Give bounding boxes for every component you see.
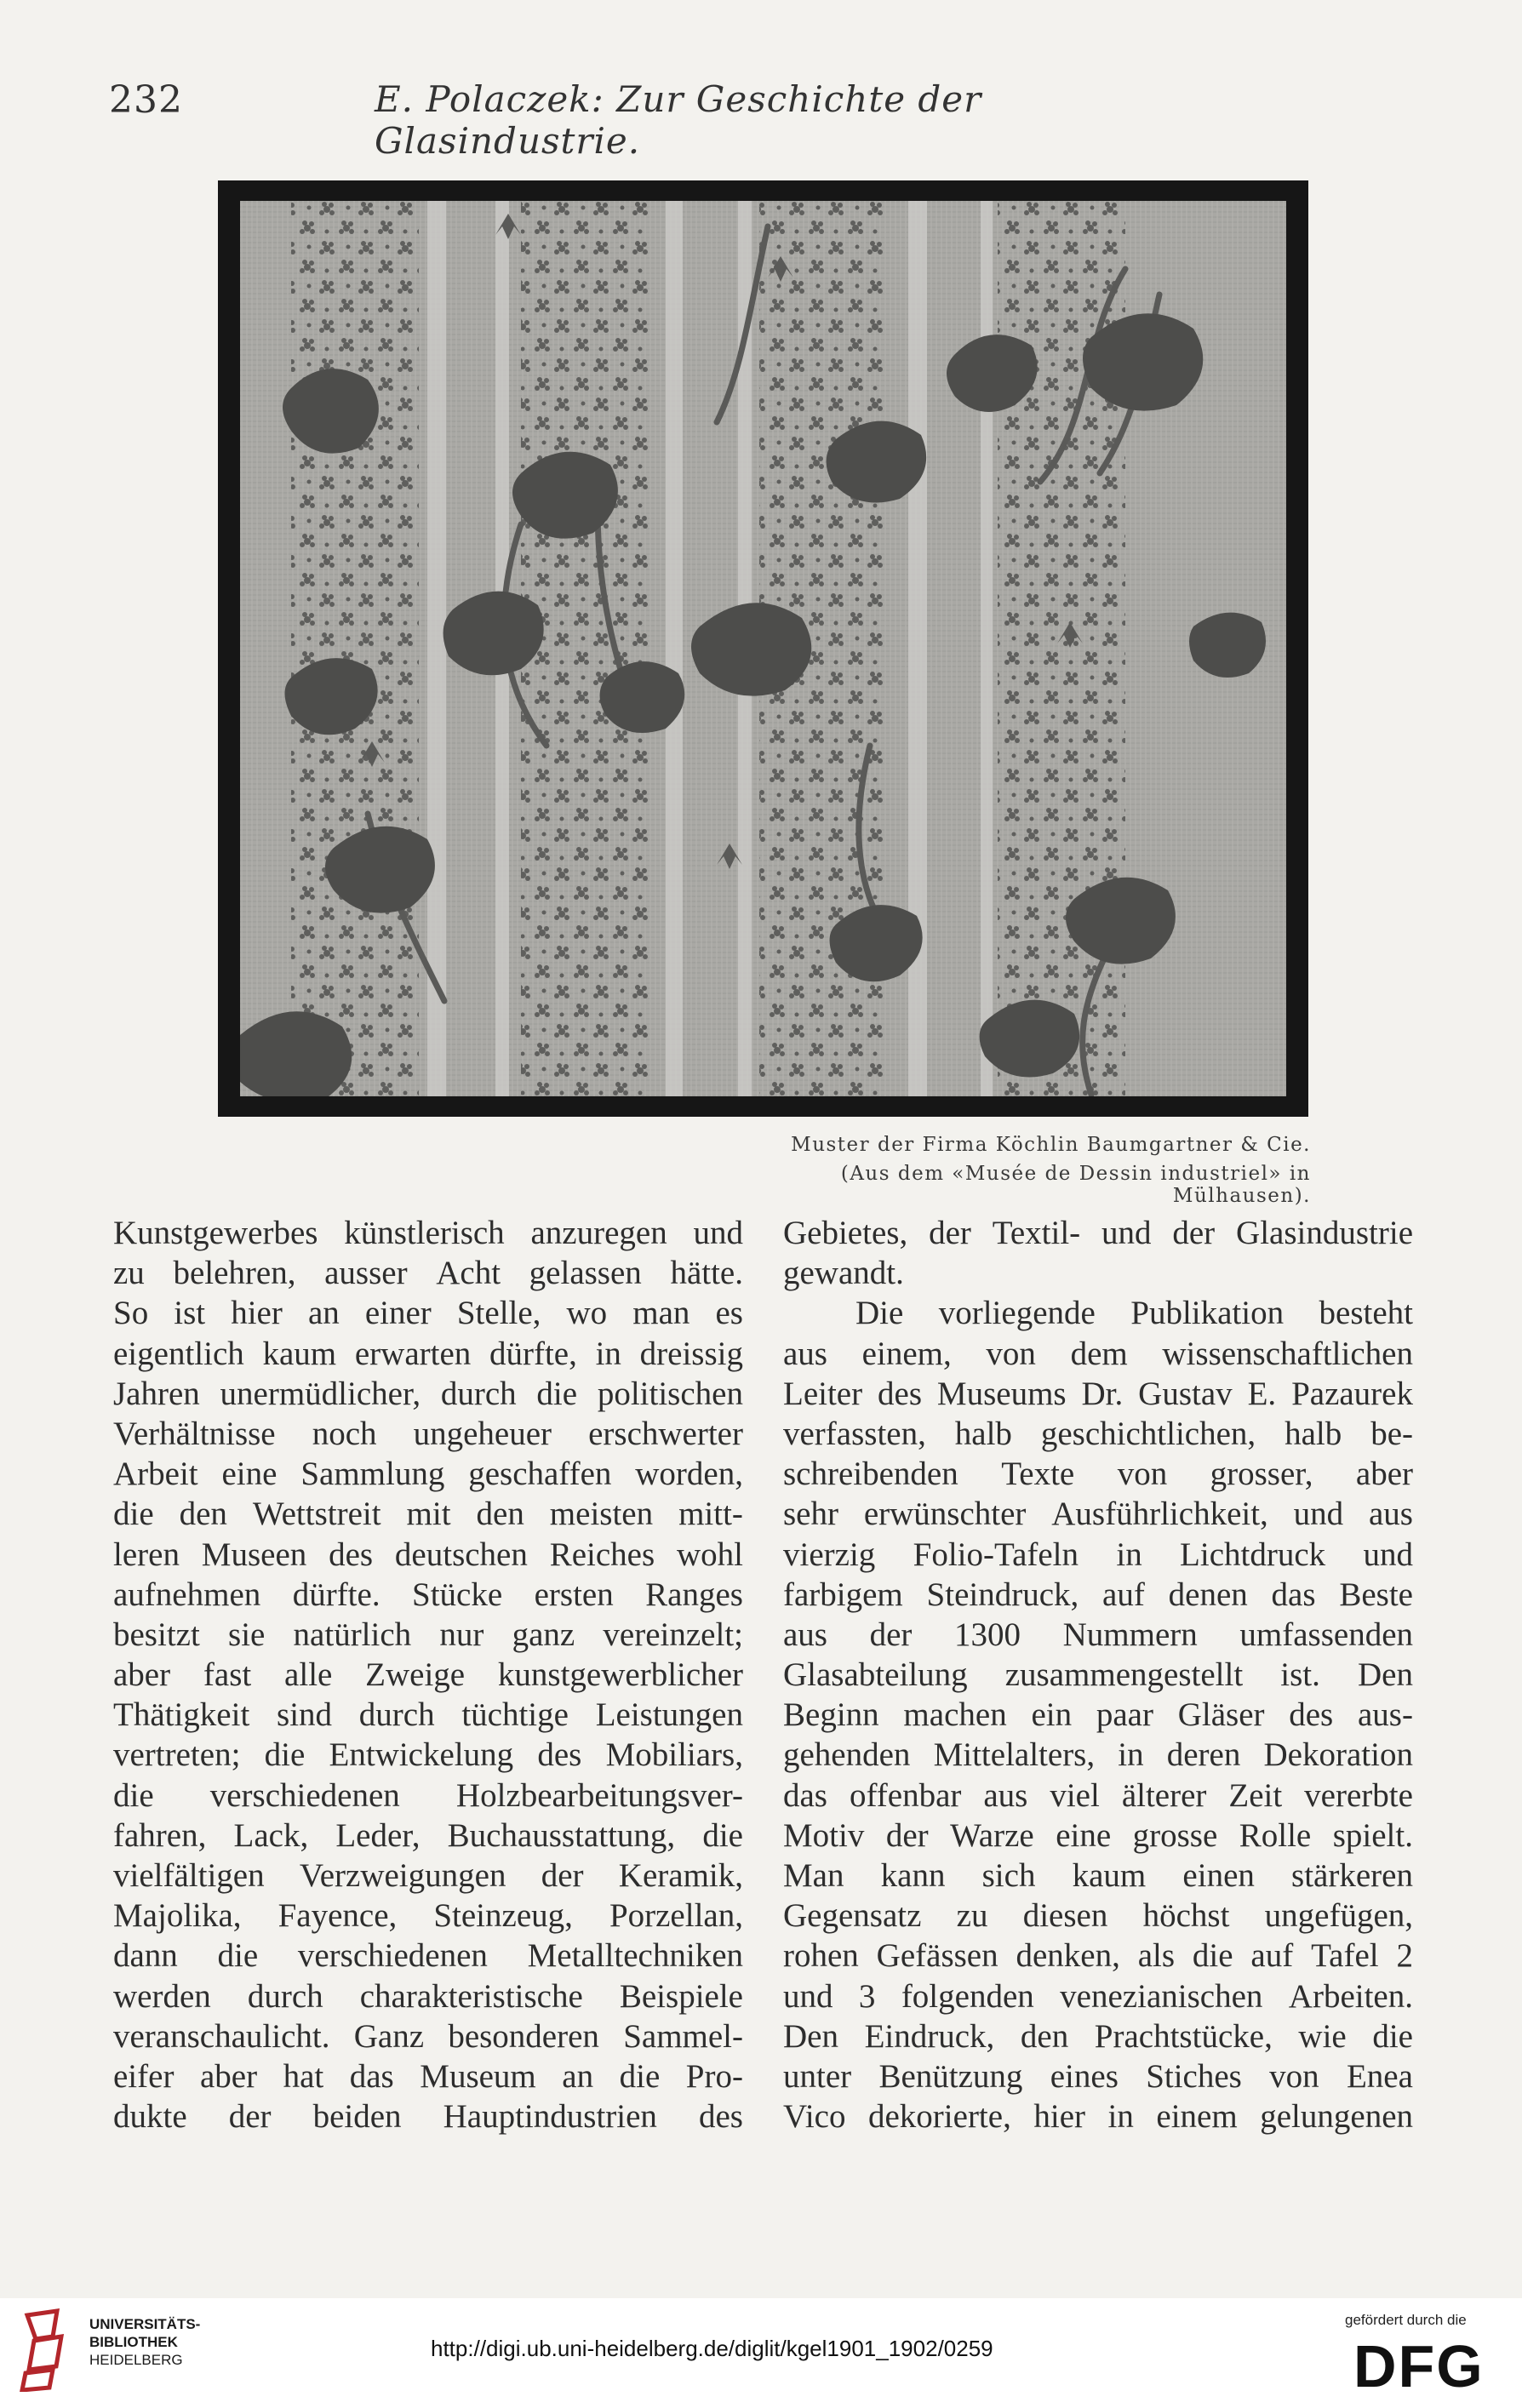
- body-line: Vico dekorierte, hier in einem gelungenen: [783, 2098, 1413, 2136]
- funding-note: gefördert durch die: [1345, 2312, 1467, 2328]
- body-line: schreibenden Texte von grosser, aber: [783, 1456, 1413, 1493]
- textile-pattern-figure: [218, 180, 1308, 1117]
- body-line: aus einem, von dem wissenschaftlichen: [783, 1335, 1413, 1372]
- body-line: das offenbar aus viel älterer Zeit vererbte: [783, 1776, 1413, 1814]
- body-line: und 3 folgenden venezianischen Arbeiten.: [783, 1977, 1413, 2015]
- body-line: vielfältigen Verzweigungen der Keramik,: [113, 1857, 743, 1894]
- library-name: UNIVERSITÄTS- BIBLIOTHEK HEIDELBERG: [89, 2316, 201, 2368]
- body-line: aus der 1300 Nummern umfassenden: [783, 1616, 1413, 1653]
- right-text-column: [783, 1213, 1413, 2136]
- body-line: dann die verschiedenen Metalltechniken: [113, 1937, 743, 1975]
- body-line: gewandt.: [783, 1255, 904, 1292]
- body-line: aufnehmen dürfte. Stücke ersten Ranges: [113, 1576, 743, 1613]
- body-line: So ist hier an einer Stelle, wo man es: [113, 1295, 743, 1332]
- university-library-logo-icon: [19, 2307, 78, 2392]
- body-line: Man kann sich kaum einen stärkeren: [783, 1857, 1413, 1894]
- body-line: farbigem Steindruck, auf denen das Beste: [783, 1576, 1413, 1613]
- body-line: die den Wettstreit mit den meisten mitt-: [113, 1496, 743, 1533]
- figure-caption-line-1: Muster der Firma Köchlin Baumgartner & Cie.: [791, 1134, 1311, 1156]
- body-line: Die vorliegende Publikation besteht: [855, 1295, 1413, 1332]
- body-line: Leiter des Museums Dr. Gustav E. Pazaurek: [783, 1375, 1413, 1412]
- body-line: besitzt sie natürlich nur ganz vereinzelt;: [113, 1616, 743, 1653]
- page-number: 232: [109, 78, 183, 122]
- body-line: gehenden Mittelalters, in deren Dekoration: [783, 1736, 1413, 1774]
- body-line: Kunstgewerbes künstlerisch anzuregen und: [113, 1215, 743, 1251]
- left-text-column: [113, 1213, 743, 2136]
- body-line: vierzig Folio-Tafeln in Lichtdruck und: [783, 1536, 1413, 1573]
- body-line: Gegensatz zu diesen höchst ungefügen,: [783, 1897, 1413, 1935]
- body-line: leren Museen des deutschen Reiches wohl: [113, 1536, 743, 1573]
- body-line: Gebietes, der Textil- und der Glasindustrie: [783, 1215, 1413, 1251]
- body-line: Thätigkeit sind durch tüchtige Leistungen: [113, 1696, 743, 1734]
- figure-caption-line-2: (Aus dem «Musée de Dessin industriel» in Mülhausen).: [840, 1163, 1311, 1207]
- digitization-footer: [0, 2298, 1522, 2408]
- body-line: Verhältnisse noch ungeheuer erschwerter: [113, 1415, 743, 1452]
- body-line: aber fast alle Zweige kunstgewerblicher: [113, 1656, 743, 1694]
- body-line: dukte der beiden Hauptindustrien des: [113, 2098, 743, 2136]
- running-head: E. Polaczek: Zur Geschichte der Glasindustrie.: [375, 78, 982, 162]
- textile-pattern-image: [240, 201, 1286, 1096]
- body-line: fahren, Lack, Leder, Buchausstattung, die: [113, 1816, 743, 1854]
- body-line: Majolika, Fayence, Steinzeug, Porzellan,: [113, 1897, 743, 1935]
- body-line: verfassten, halb geschichtlichen, halb be-: [783, 1415, 1413, 1452]
- body-line: eifer aber hat das Museum an die Pro-: [113, 2057, 743, 2095]
- body-line: werden durch charakteristische Beispiele: [113, 1977, 743, 2015]
- body-line: veranschaulicht. Ganz besonderen Sammel-: [113, 2017, 743, 2055]
- body-line: vertreten; die Entwickelung des Mobiliars,: [113, 1736, 743, 1774]
- body-line: Glasabteilung zusammengestellt ist. Den: [783, 1656, 1413, 1694]
- dfg-logo: DFG: [1353, 2333, 1485, 2399]
- permalink-url[interactable]: http://digi.ub.uni-heidelberg.de/diglit/kgel1901_1902/0259: [431, 2336, 993, 2361]
- body-line: zu belehren, ausser Acht gelassen hätte.: [113, 1255, 743, 1292]
- body-line: Motiv der Warze eine grosse Rolle spielt.: [783, 1816, 1413, 1854]
- body-line: Den Eindruck, den Prachtstücke, wie die: [783, 2017, 1413, 2055]
- body-line: Jahren unermüdlicher, durch die politischen: [113, 1375, 743, 1412]
- body-line: sehr erwünschter Ausführlichkeit, und aus: [783, 1496, 1413, 1533]
- body-line: rohen Gefässen denken, als die auf Tafel 2: [783, 1937, 1413, 1975]
- body-line: unter Benützung eines Stiches von Enea: [783, 2057, 1413, 2095]
- body-line: eigentlich kaum erwarten dürfte, in dreissig: [113, 1335, 743, 1372]
- body-line: die verschiedenen Holzbearbeitungsver-: [113, 1776, 743, 1814]
- body-line: Arbeit eine Sammlung geschaffen worden,: [113, 1456, 743, 1493]
- body-line: Beginn machen ein paar Gläser des aus-: [783, 1696, 1413, 1734]
